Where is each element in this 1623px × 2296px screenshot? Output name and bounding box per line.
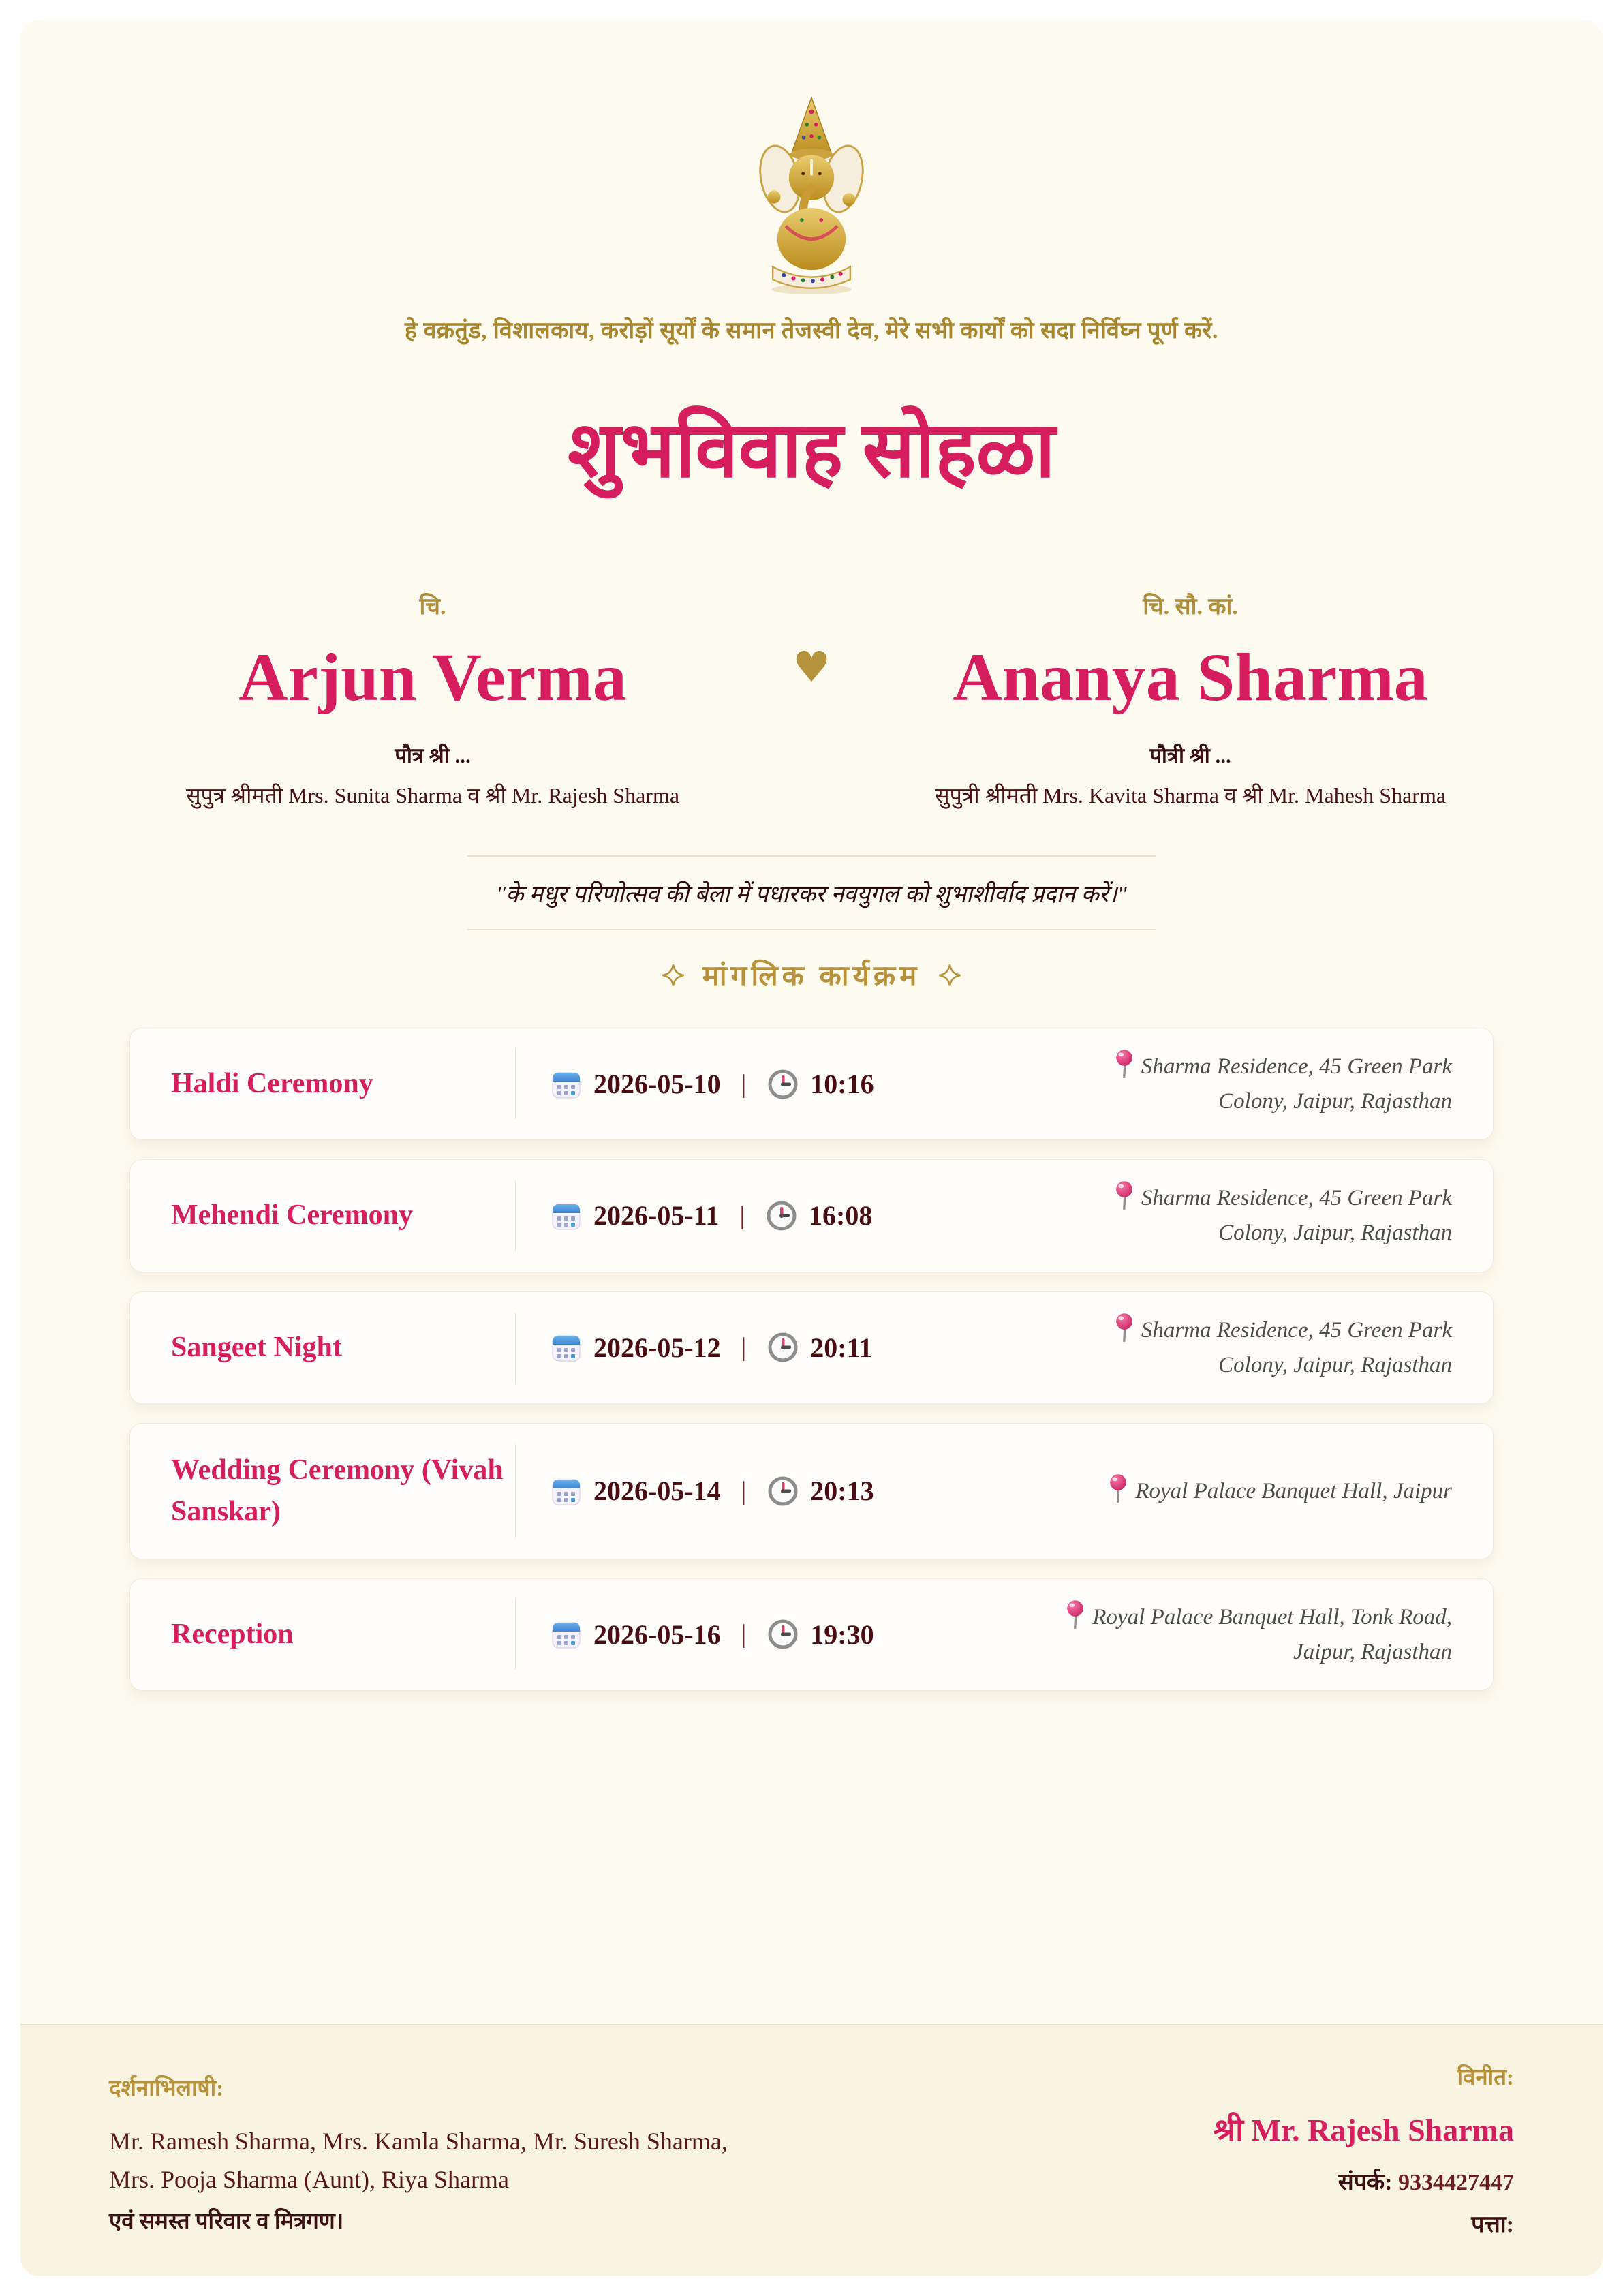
event-datetime	[550, 1331, 872, 1364]
event-datetime	[550, 1068, 874, 1101]
groom-name: Arjun Verma	[238, 639, 627, 715]
event-card-haldi	[129, 1028, 1494, 1140]
event-date: 2026-05-14	[593, 1475, 721, 1507]
contact-number: 9334427447	[1398, 2170, 1514, 2195]
program-section-title: मांगलिक कार्यक्रम	[702, 961, 921, 992]
location-pin-icon	[1113, 1049, 1136, 1080]
datetime-separator: |	[739, 1201, 745, 1230]
clock-icon	[767, 1618, 799, 1651]
event-date: 2026-05-11	[593, 1200, 720, 1231]
bride-lineage: पौत्री श्री ...	[1149, 744, 1231, 767]
event-time: 20:13	[810, 1475, 874, 1507]
calendar-icon	[550, 1475, 583, 1507]
sparkle-left-icon	[662, 964, 685, 987]
event-name: Sangeet Night	[171, 1331, 342, 1363]
event-name: Wedding Ceremony (Vivah Sanskar)	[171, 1454, 504, 1527]
events-list	[129, 1028, 1494, 1691]
page-title: शुभविवाह सोहळा	[568, 407, 1055, 493]
calendar-icon	[550, 1618, 583, 1651]
column-divider	[515, 1180, 516, 1251]
host-block	[1214, 2061, 1514, 2239]
ganesha-image	[737, 92, 886, 302]
invitation-card	[20, 20, 1603, 2276]
groom-parents: सुपुत्र श्रीमती Mrs. Sunita Sharma व श्री Mr. Rajesh Sharma	[185, 783, 680, 808]
event-location: Sharma Residence, 45 Green Park Colony, Jaipur, Rajasthan	[1141, 1186, 1452, 1246]
event-location-block	[1040, 1313, 1452, 1383]
event-datetime	[550, 1475, 874, 1507]
family-line: Mrs. Pooja Sharma (Aunt), Riya Sharma	[109, 2165, 509, 2193]
event-location: Royal Palace Banquet Hall, Jaipur	[1135, 1478, 1452, 1503]
bride-parents: सुपुत्री श्रीमती Mrs. Kavita Sharma व श्री Mr. Mahesh Sharma	[934, 783, 1447, 808]
family-line: एवं समस्त परिवार व मित्रगण।	[109, 2209, 344, 2234]
event-date: 2026-05-16	[593, 1619, 721, 1650]
datetime-separator: |	[741, 1620, 747, 1649]
clock-icon	[767, 1475, 799, 1507]
event-card-wedding	[129, 1423, 1494, 1559]
calendar-icon	[550, 1331, 583, 1364]
column-divider	[515, 1599, 516, 1670]
event-location-block	[1040, 1049, 1452, 1119]
family-block	[109, 2072, 728, 2239]
event-name: Haldi Ceremony	[171, 1068, 373, 1100]
seekers-label: दर्शनाभिलाषी:	[109, 2077, 224, 2101]
event-card-reception	[129, 1578, 1494, 1691]
event-location-block	[1040, 1180, 1452, 1251]
location-pin-icon	[1113, 1313, 1136, 1344]
column-divider	[515, 1313, 516, 1383]
location-pin-icon	[1107, 1473, 1130, 1505]
bride-name: Ananya Sharma	[953, 639, 1428, 715]
event-location: Sharma Residence, 45 Green Park Colony, Jaipur, Rajasthan	[1141, 1317, 1452, 1377]
column-divider	[515, 1444, 516, 1538]
location-pin-icon	[1064, 1599, 1087, 1631]
groom-honorific: चि.	[419, 594, 446, 619]
event-time: 20:11	[810, 1332, 873, 1363]
contact-line	[1214, 2165, 1514, 2196]
event-card-sangeet	[129, 1291, 1494, 1404]
calendar-icon	[550, 1068, 583, 1101]
invocation-shloka: हे वक्रतुंड, विशालकाय, करोड़ों सूर्यों के समान तेजस्वी देव, मेरे सभी कार्यों को सदा निर्विघ्न पूर्ण करें.	[404, 318, 1219, 343]
program-section-header	[20, 955, 1603, 994]
heart-icon: ♥	[792, 642, 831, 692]
datetime-separator: |	[741, 1069, 747, 1099]
datetime-separator: |	[741, 1333, 747, 1362]
event-date: 2026-05-12	[593, 1332, 721, 1363]
event-location-block	[1040, 1473, 1452, 1509]
calendar-icon	[550, 1199, 583, 1232]
event-date: 2026-05-10	[593, 1069, 721, 1100]
host-name: श्री Mr. Rajesh Sharma	[1213, 2113, 1514, 2147]
bride-section	[853, 566, 1528, 810]
event-time: 16:08	[809, 1200, 873, 1231]
sparkle-right-icon	[938, 964, 961, 987]
clock-icon	[765, 1199, 798, 1232]
clock-icon	[767, 1331, 799, 1364]
family-line: Mr. Ramesh Sharma, Mrs. Kamla Sharma, Mr. Suresh Sharma,	[109, 2128, 728, 2155]
blessing-quote: "के मधुर परिणोत्सव की बेला में पधारकर नवयुगल को शुभाशीर्वाद प्रदान करें।"	[467, 855, 1156, 930]
clock-icon	[767, 1068, 799, 1101]
event-card-mehendi	[129, 1159, 1494, 1272]
address-label: पत्ता:	[1471, 2212, 1514, 2237]
event-time: 10:16	[810, 1069, 874, 1100]
event-datetime	[550, 1199, 872, 1232]
location-pin-icon	[1113, 1180, 1136, 1212]
event-location-block	[1040, 1599, 1452, 1670]
column-divider	[515, 1049, 516, 1119]
regards-label: विनीत:	[1457, 2066, 1514, 2090]
footer	[20, 2024, 1603, 2276]
event-location: Royal Palace Banquet Hall, Tonk Road, Jaipur, Rajasthan	[1092, 1604, 1452, 1664]
datetime-separator: |	[741, 1476, 747, 1505]
bride-honorific: चि. सौ. कां.	[1143, 594, 1238, 619]
event-name: Reception	[171, 1619, 294, 1651]
contact-label: संपर्क:	[1338, 2170, 1393, 2195]
event-name: Mehendi Ceremony	[171, 1199, 414, 1231]
family-names	[109, 2123, 728, 2239]
event-location: Sharma Residence, 45 Green Park Colony, Jaipur, Rajasthan	[1141, 1054, 1452, 1114]
event-time: 19:30	[810, 1619, 874, 1650]
event-datetime	[550, 1618, 874, 1651]
groom-lineage: पौत्र श्री ...	[395, 744, 471, 767]
